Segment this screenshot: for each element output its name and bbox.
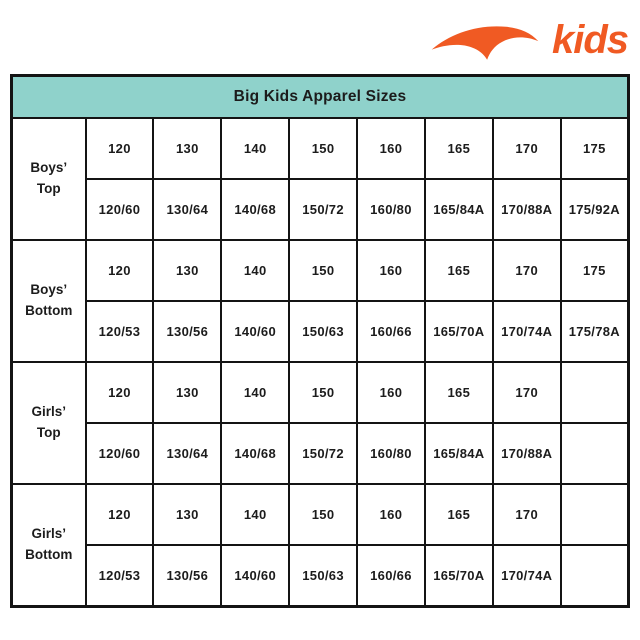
size-cell: 150 (289, 240, 357, 301)
size-code-cell: 175/78A (561, 301, 629, 362)
size-cell: 130 (153, 362, 221, 423)
size-cell: 140 (221, 362, 289, 423)
size-code-cell: 170/88A (493, 423, 561, 484)
size-cell: 150 (289, 118, 357, 179)
size-cell: 130 (153, 484, 221, 545)
size-cell: 170 (493, 484, 561, 545)
size-code-cell: 165/70A (425, 545, 493, 607)
size-code-cell: 170/74A (493, 301, 561, 362)
size-cell: 120 (86, 362, 154, 423)
size-cell: 160 (357, 484, 425, 545)
size-code-cell: 120/53 (86, 545, 154, 607)
table-title: Big Kids Apparel Sizes (12, 76, 629, 119)
code-row (12, 179, 629, 240)
size-row (12, 362, 629, 423)
size-code-cell: 130/56 (153, 545, 221, 607)
size-code-cell: 120/60 (86, 179, 154, 240)
size-cell: 165 (425, 240, 493, 301)
category-label: Boys’ Top (12, 118, 86, 240)
size-cell: 150 (289, 362, 357, 423)
size-row (12, 118, 629, 179)
size-code-cell: 160/80 (357, 179, 425, 240)
size-cell (561, 362, 629, 423)
size-row (12, 240, 629, 301)
size-cell: 170 (493, 362, 561, 423)
size-code-cell: 130/64 (153, 179, 221, 240)
size-code-cell: 140/68 (221, 423, 289, 484)
size-cell: 165 (425, 484, 493, 545)
size-cell: 175 (561, 118, 629, 179)
code-row (12, 301, 629, 362)
brand-kids-text: kids (551, 18, 628, 62)
size-chart-table (10, 74, 630, 608)
size-cell: 120 (86, 484, 154, 545)
size-code-cell (561, 545, 629, 607)
size-code-cell: 140/60 (221, 545, 289, 607)
title-row (12, 76, 629, 119)
size-row (12, 484, 629, 545)
size-cell: 130 (153, 240, 221, 301)
size-code-cell: 150/63 (289, 301, 357, 362)
size-cell: 160 (357, 362, 425, 423)
size-cell: 160 (357, 118, 425, 179)
code-row (12, 545, 629, 607)
size-code-cell: 150/63 (289, 545, 357, 607)
size-code-cell: 170/88A (493, 179, 561, 240)
size-cell: 150 (289, 484, 357, 545)
size-cell: 130 (153, 118, 221, 179)
anta-swoosh-icon (426, 20, 544, 64)
size-cell: 165 (425, 118, 493, 179)
category-label: Boys’ Bottom (12, 240, 86, 362)
size-cell: 160 (357, 240, 425, 301)
size-code-cell: 170/74A (493, 545, 561, 607)
size-code-cell: 175/92A (561, 179, 629, 240)
size-cell: 170 (493, 118, 561, 179)
size-code-cell: 130/56 (153, 301, 221, 362)
size-code-cell: 120/53 (86, 301, 154, 362)
size-code-cell: 160/80 (357, 423, 425, 484)
size-code-cell (561, 423, 629, 484)
size-code-cell: 140/60 (221, 301, 289, 362)
category-label: Girls’ Top (12, 362, 86, 484)
size-cell (561, 484, 629, 545)
size-code-cell: 140/68 (221, 179, 289, 240)
code-row (12, 423, 629, 484)
size-cell: 140 (221, 484, 289, 545)
size-code-cell: 150/72 (289, 423, 357, 484)
size-code-cell: 150/72 (289, 179, 357, 240)
category-label: Girls’ Bottom (12, 484, 86, 607)
size-code-cell: 160/66 (357, 545, 425, 607)
size-cell: 175 (561, 240, 629, 301)
size-code-cell: 160/66 (357, 301, 425, 362)
size-code-cell: 165/84A (425, 423, 493, 484)
size-cell: 165 (425, 362, 493, 423)
size-cell: 140 (221, 118, 289, 179)
size-code-cell: 120/60 (86, 423, 154, 484)
size-code-cell: 165/70A (425, 301, 493, 362)
size-code-cell: 165/84A (425, 179, 493, 240)
size-cell: 140 (221, 240, 289, 301)
size-cell: 170 (493, 240, 561, 301)
size-code-cell: 130/64 (153, 423, 221, 484)
size-cell: 120 (86, 118, 154, 179)
brand-header (426, 16, 628, 68)
size-cell: 120 (86, 240, 154, 301)
